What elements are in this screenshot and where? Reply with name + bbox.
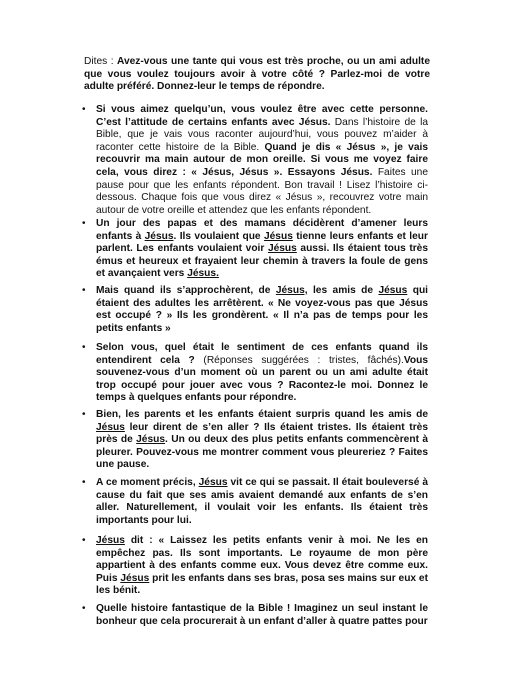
list-item [82, 342, 428, 405]
item-text: . Ils voulaient que [173, 230, 264, 242]
item-text: prit les enfants dans ses bras, posa ses mains sur eux et les bénit. [96, 572, 428, 597]
jesus-underlined: Jésus [144, 230, 174, 242]
list-item [82, 603, 428, 628]
item-text: Dans l’histoire de la Bible, que je vais vous raconter aujourd’hui, vous pouvez m’aider à raconter cette histoire de la Bible. [96, 116, 429, 153]
item-text: les amis de [307, 285, 379, 296]
item-text: tienne leurs enfants et leur parlent. Les enfants voulaient voir [96, 230, 428, 255]
bullet-icon: • [82, 535, 86, 546]
jesus-underlined: Jésus [267, 243, 297, 255]
jesus-underlined: Jésus [378, 285, 408, 296]
item-text: aussi. Ils étaient tous très émus et heureux et frayaient leur chemin à travers la foule de gens et avançaient vers [96, 243, 429, 280]
item-text: Selon vous, quel était le sentiment de ces enfants quand ils entendirent cela ? [96, 342, 428, 366]
item-text: qui étaient des adultes les arrêtèrent. « Ne voyez-vous pas que Jésus est occupé ? » Ils les grondèrent. « Il n’a pas de temps pour les petits enfants » [96, 285, 429, 334]
jesus-underlined: Jésus, [275, 285, 308, 296]
item-text: Quand je dis « Jésus », je vais recouvrir ma main autour de mon oreille. Si vous me voyez faire cela, vous direz : « Jésus, Jésus ». Essayons Jésus. [96, 141, 428, 178]
item-text: A ce moment précis, [96, 477, 199, 488]
item-text: Faites une pause pour que les enfants répondent. Bon travail ! Lisez l’histoire ci-dessous. Chaque fois que vous direz « Jésus », recouvrez votre main autour de votre oreille et attendez que les enfants répondent. [96, 166, 428, 216]
list-item [82, 535, 428, 598]
bullet-icon: • [82, 477, 86, 488]
list-item [82, 285, 428, 335]
list-item [82, 409, 428, 472]
bullet-icon: • [82, 218, 86, 229]
item-text: Quelle histoire fantastique de la Bible ! Imaginez un seul instant le bonheur que cela procurerait à un enfant d’aller à quatre pattes pour [96, 603, 428, 627]
bullet-icon: • [82, 104, 86, 115]
intro-paragraph [84, 56, 430, 94]
bullet-icon: • [82, 603, 86, 614]
bullet-icon: • [82, 342, 86, 353]
item-text: (Réponses suggérées : tristes, fâchés). [203, 354, 404, 366]
item-text: Vous souvenez-vous d’un moment où un parent ou un ami adulte était trop occupé pour jouer avec vous ? Racontez-le moi. Donnez le temps à quelques enfants pour répondre. [96, 354, 429, 404]
bullet-icon: • [82, 285, 86, 296]
item-text: Un jour des papas et des mamans décidèrent d’amener leurs enfants à [96, 218, 428, 242]
jesus-underlined: Jésus [198, 477, 228, 488]
jesus-underlined: Jésus. [187, 268, 219, 280]
jesus-underlined: Jésus [136, 434, 166, 446]
item-text: leur dirent de s’en aller ? Ils étaient tristes. Ils étaient très près de [96, 421, 428, 446]
item-text: Si vous aimez quelqu’un, vous voulez être avec cette personne. C’est l’attitude de certains enfants avec Jésus. [96, 104, 428, 128]
bullet-icon: • [82, 409, 86, 420]
item-text: dit : « Laissez les petits enfants venir à moi. Ne les en empêchez pas. Ils sont importants. Le royaume de mon père appartient à des enfants comme eux. Vous devez être comme eux. Puis [96, 535, 428, 584]
list-item [82, 218, 428, 281]
jesus-underlined: Jésus [96, 535, 125, 546]
item-text: Bien, les parents et les enfants étaient surpris quand les amis de [96, 409, 428, 420]
list-item [82, 477, 428, 527]
item-text: . Un ou deux des plus petits enfants commencèrent à pleurer. Pouvez-vous me montrer comment vous pleureriez ? Faites une pause. [96, 434, 428, 471]
list-item [82, 104, 428, 217]
item-text: Mais quand ils s’approchèrent, de [96, 285, 276, 296]
item-text: vit ce qui se passait. Il était bouleversé à cause du fait que ses amis avaient demandé aux enfants de s’en aller. Naturellement, il voulait voir les enfants. Ils étaient très importants pour lui. [96, 477, 428, 526]
intro-question: Avez-vous une tante qui vous est très proche, ou un ami adulte que vous voulez toujours avoir à votre côté ? Parlez-moi de votre adulte préféré. Donnez-leur le temps de répondre. [84, 56, 430, 93]
intro-lead: Dites : [84, 56, 117, 67]
jesus-underlined: Jésus [263, 230, 293, 242]
jesus-underlined: Jésus [120, 572, 150, 584]
jesus-underlined: Jésus [96, 421, 125, 433]
